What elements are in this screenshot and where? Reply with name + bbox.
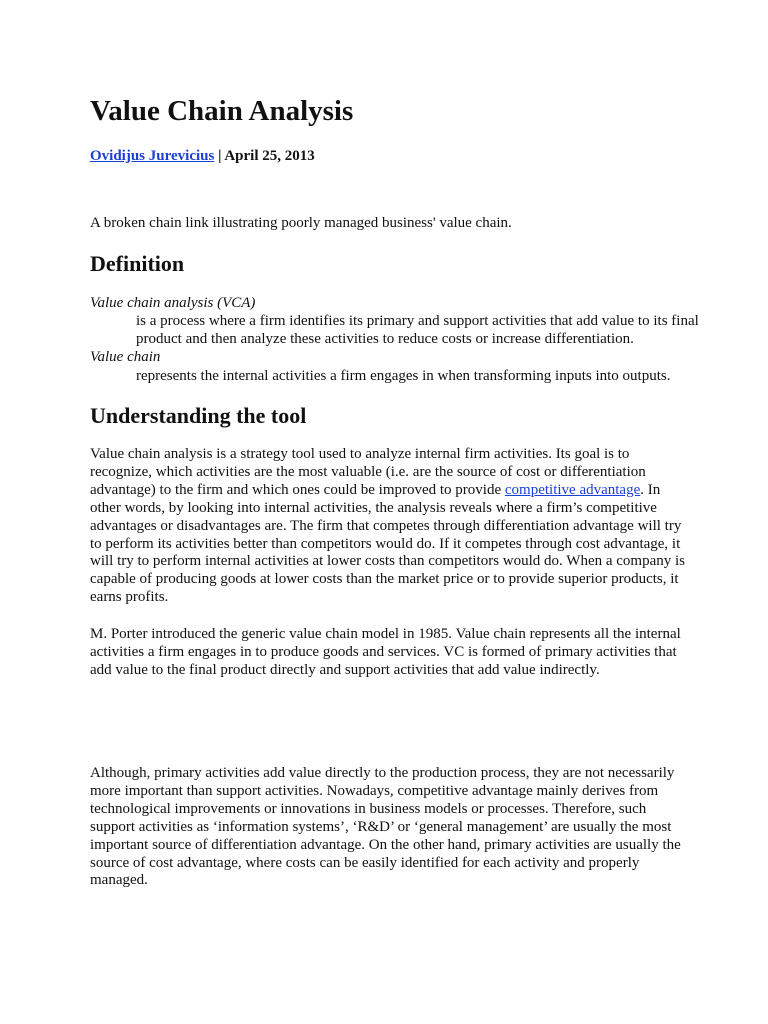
paragraph-primary-activities: Although, primary activities add value directly to the production process, they are not necessarily more important than support activities. Nowadays, competitive advantage mainly derives from technological improvements or innovations in business models or processes. Therefore, such support activities as ‘information systems’, ‘R&D’ or ‘general management’ are usually the most important source of differentiation advantage. On the other hand, primary activities are usually the source of cost advantage, where costs can be easily identified for each activity and properly managed. <box>90 765 681 889</box>
image-caption: A broken chain link illustrating poorly managed business' value chain. <box>90 215 512 231</box>
paragraph-intro-text-1: Value chain analysis is a strategy tool used to analyze internal firm activities. Its goal is to recognize, which activities are the most valuable (i.e. are the source of cost or differentiation advantage) to the firm and which ones could be improved to provide <box>90 446 646 498</box>
definition-description-vca: is a process where a firm identifies its primary and support activities that add value to its final product and then analyze these activities to reduce costs or increase differentiation. <box>136 313 699 347</box>
section-heading-understanding: Understanding the tool <box>90 403 307 428</box>
section-heading-definition: Definition <box>90 251 185 276</box>
author-link[interactable]: Ovidijus Jurevicius <box>90 148 215 164</box>
definition-term-value-chain: Value chain <box>90 349 161 365</box>
publish-date: April 25, 2013 <box>224 148 315 164</box>
competitive-advantage-link[interactable]: competitive advantage <box>504 481 641 498</box>
definition-description-value-chain: represents the internal activities a firm engages in when transforming inputs into outputs. <box>136 368 671 384</box>
definition-term-vca: Value chain analysis (VCA) <box>90 295 256 311</box>
byline <box>90 146 315 166</box>
paragraph-porter: M. Porter introduced the generic value chain model in 1985. Value chain represents all the internal activities a firm engages in to produce goods and services. VC is formed of primary activities that add value to the final product directly and support activities that add value indirectly. <box>90 626 681 678</box>
page-title: Value Chain Analysis <box>90 95 354 127</box>
paragraph-intro-text-2: . In other words, by looking into internal activities, the analysis reveals where a firm’s competitive advantages or disadvantages are. The firm that competes through differentiation advantage will try to perform its activities better than competitors would do. If it competes through cost advantage, it will try to perform internal activities at lower costs than competitors would do. When a company is capable of producing goods at lower costs than the market price or to provide superior products, it earns profits. <box>90 481 685 606</box>
byline-separator: | <box>214 148 225 164</box>
paragraph-intro <box>90 446 690 607</box>
